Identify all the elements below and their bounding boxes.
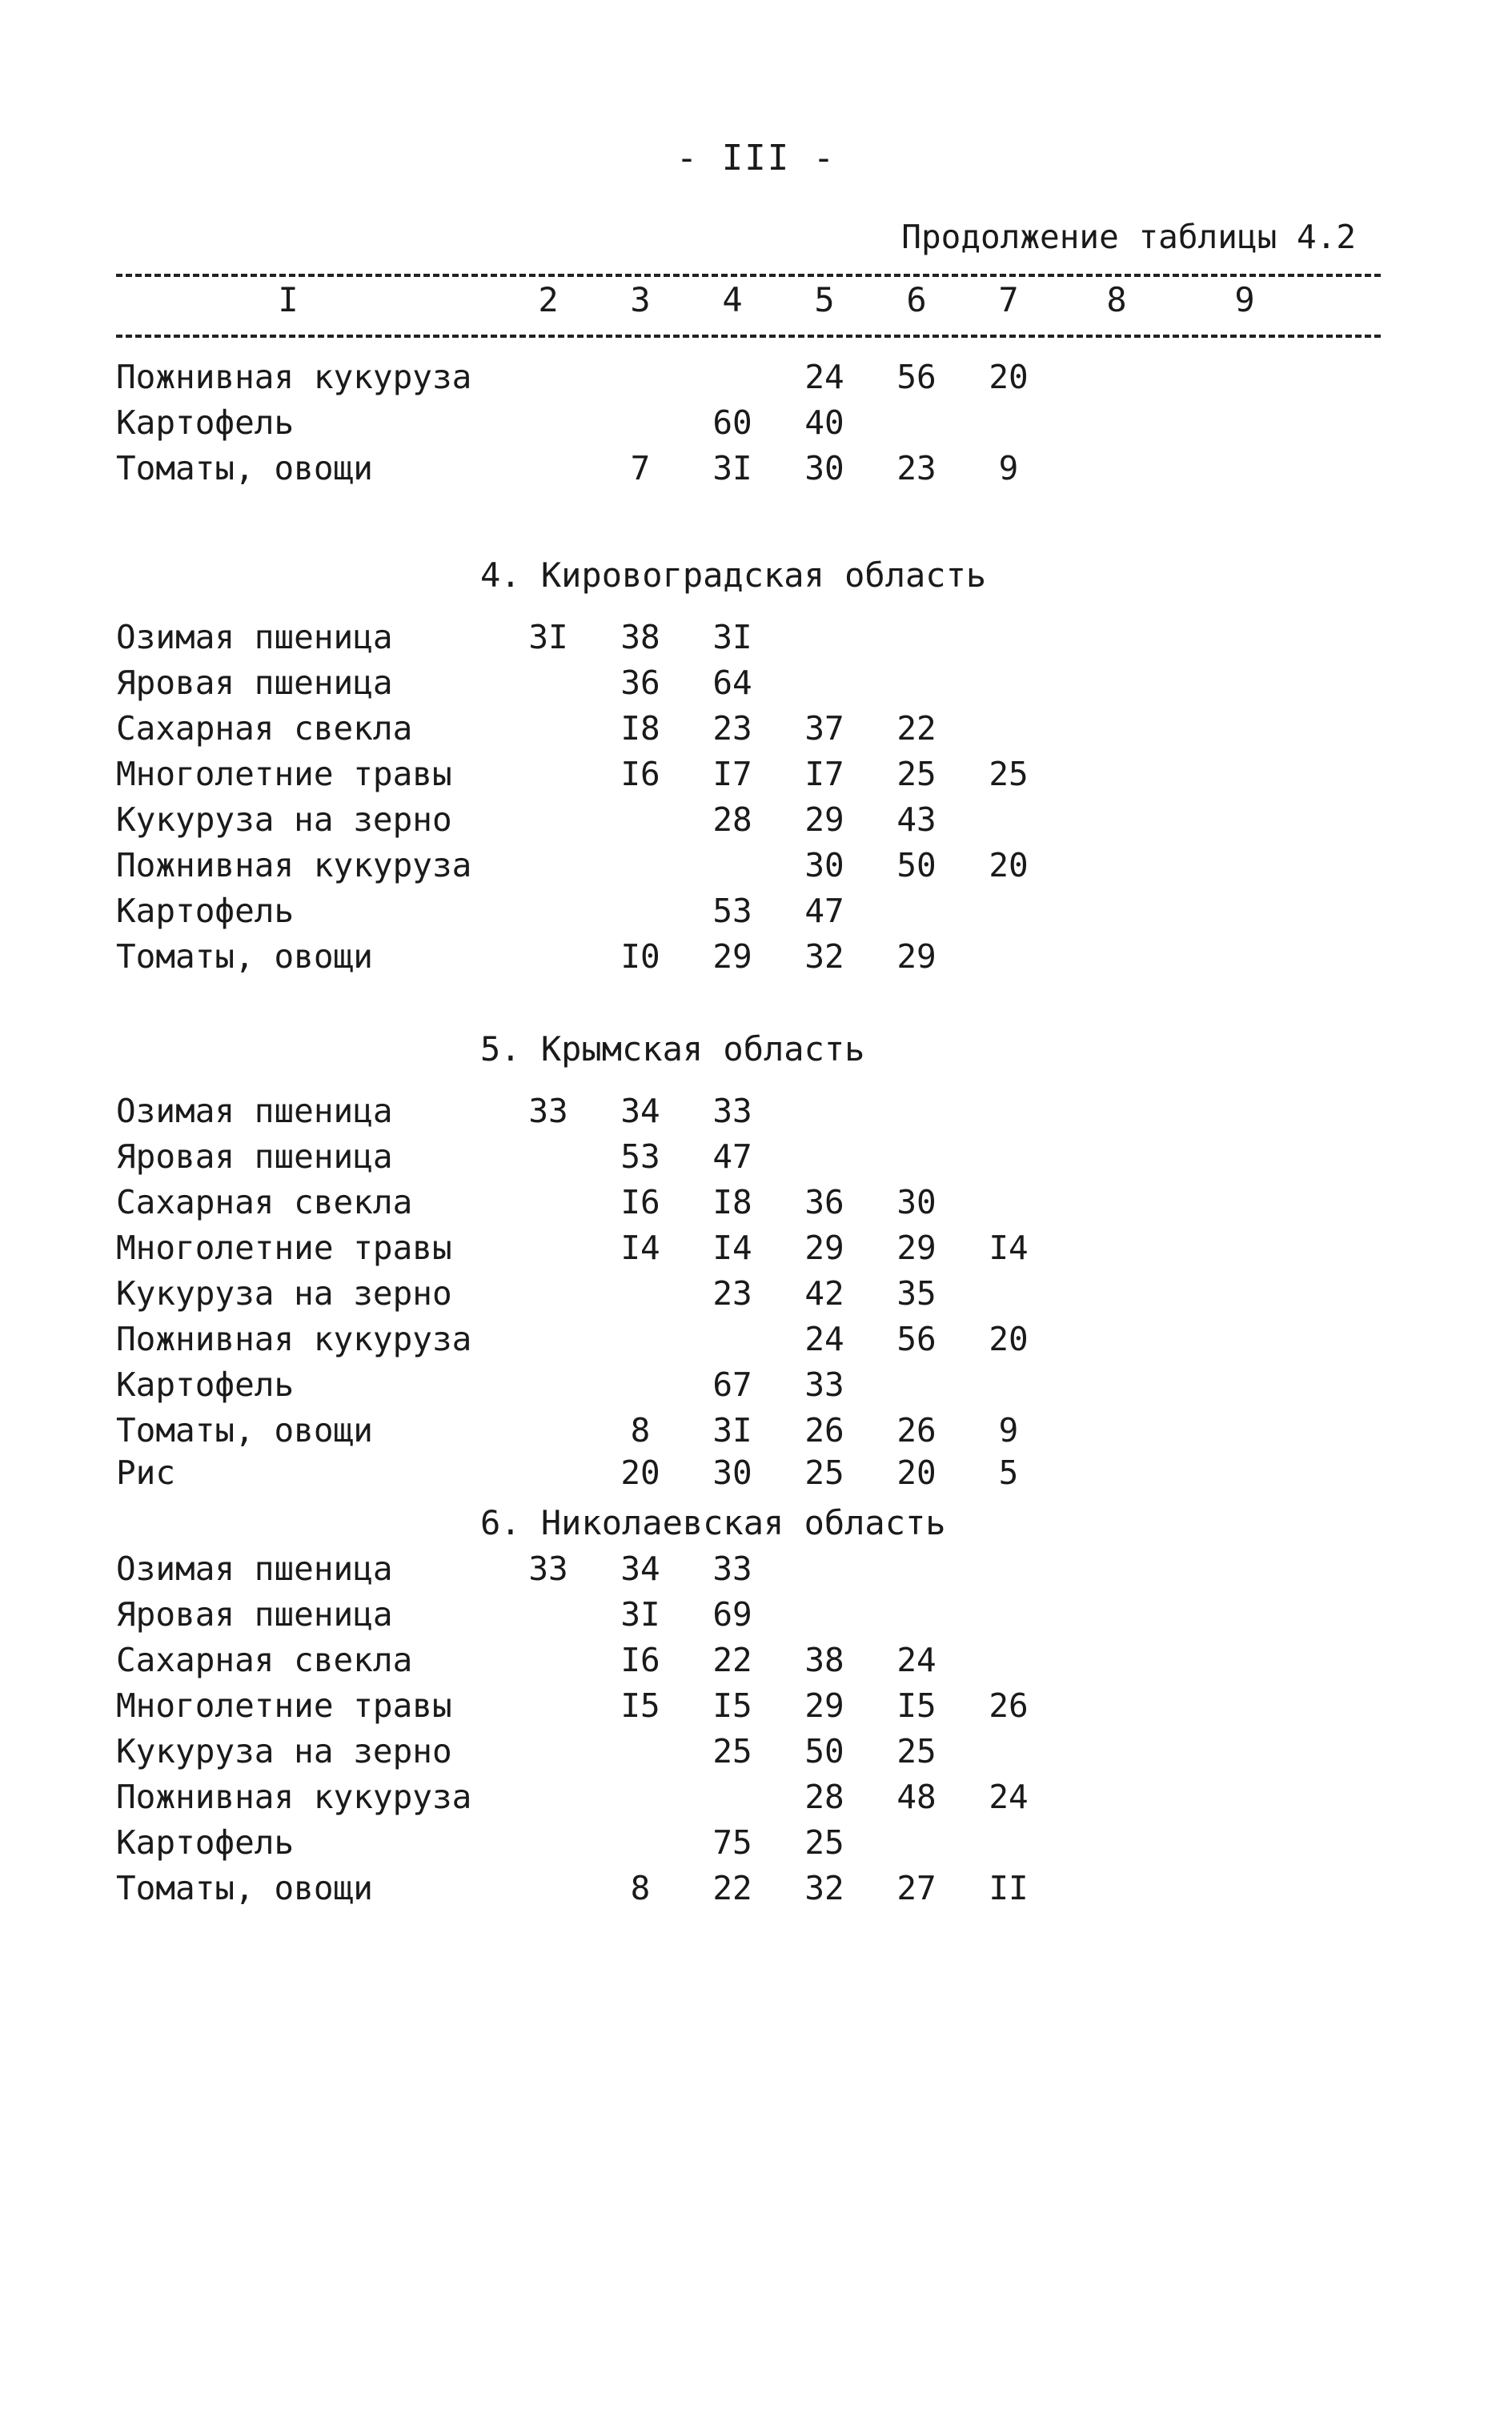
crop-name: Яровая пшеница: [116, 664, 393, 702]
table-row: [0, 1183, 1512, 1225]
crop-name: Пожнивная кукуруза: [116, 846, 472, 884]
table-row: [0, 1550, 1512, 1591]
table-row: [0, 1137, 1512, 1179]
section-title: 4. Кировоградская область: [480, 555, 987, 595]
value-col-5: 36: [804, 1183, 844, 1221]
crop-name: Томаты, овощи: [116, 449, 373, 487]
crop-name: Кукуруза на зерно: [116, 800, 452, 839]
value-col-5: 47: [804, 892, 844, 930]
col-header-2: 2: [538, 280, 559, 319]
table-row: [0, 1365, 1512, 1407]
value-col-4: 47: [712, 1137, 752, 1176]
crop-name: Сахарная свекла: [116, 1641, 413, 1679]
value-col-7: 20: [989, 358, 1029, 396]
table-row: [0, 1320, 1512, 1361]
value-col-6: 50: [896, 846, 936, 884]
table-row: [0, 1274, 1512, 1316]
value-col-3: 3I: [620, 1595, 660, 1634]
value-col-5: 38: [804, 1641, 844, 1679]
col-header-1: I: [278, 280, 299, 319]
value-col-7: 9: [998, 449, 1019, 487]
table-row: [0, 618, 1512, 660]
value-col-3: 34: [620, 1092, 660, 1130]
crop-name: Многолетние травы: [116, 1229, 452, 1267]
value-col-6: 22: [896, 709, 936, 748]
value-col-4: 23: [712, 709, 752, 748]
value-col-6: 29: [896, 1229, 936, 1267]
col-header-8: 8: [1106, 280, 1127, 319]
value-col-5: 29: [804, 1229, 844, 1267]
value-col-6: 56: [896, 358, 936, 396]
value-col-7: 24: [989, 1778, 1029, 1816]
table-row: [0, 800, 1512, 842]
value-col-6: 20: [896, 1454, 936, 1492]
value-col-4: 67: [712, 1365, 752, 1404]
value-col-5: 50: [804, 1732, 844, 1770]
value-col-4: 25: [712, 1732, 752, 1770]
value-col-3: I6: [620, 1183, 660, 1221]
value-col-6: I5: [896, 1686, 936, 1725]
value-col-6: 43: [896, 800, 936, 839]
value-col-5: 28: [804, 1778, 844, 1816]
crop-name: Пожнивная кукуруза: [116, 1778, 472, 1816]
value-col-6: 25: [896, 755, 936, 793]
crop-name: Томаты, овощи: [116, 1411, 373, 1450]
crop-name: Сахарная свекла: [116, 1183, 413, 1221]
crop-name: Озимая пшеница: [116, 618, 393, 656]
table-row: [0, 1732, 1512, 1774]
col-header-9: 9: [1234, 280, 1255, 319]
value-col-7: 9: [998, 1411, 1019, 1450]
col-header-4: 4: [722, 280, 743, 319]
col-header-6: 6: [906, 280, 927, 319]
value-col-6: 25: [896, 1732, 936, 1770]
value-col-3: I4: [620, 1229, 660, 1267]
value-col-3: I6: [620, 755, 660, 793]
value-col-2: 33: [528, 1550, 568, 1588]
value-col-4: 22: [712, 1641, 752, 1679]
value-col-4: 33: [712, 1092, 752, 1130]
value-col-3: 38: [620, 618, 660, 656]
table-row: [0, 1229, 1512, 1270]
table-row: [0, 1686, 1512, 1728]
page-number: - III -: [676, 138, 836, 178]
value-col-6: 30: [896, 1183, 936, 1221]
col-header-5: 5: [814, 280, 835, 319]
col-header-7: 7: [998, 280, 1019, 319]
table-row: [0, 1869, 1512, 1911]
table-row: [0, 1454, 1512, 1495]
table-row: [0, 937, 1512, 979]
value-col-3: I8: [620, 709, 660, 748]
crop-name: Многолетние травы: [116, 1686, 452, 1725]
value-col-6: 35: [896, 1274, 936, 1313]
value-col-7: 20: [989, 1320, 1029, 1358]
value-col-3: 36: [620, 664, 660, 702]
table-row: [0, 358, 1512, 399]
crop-name: Озимая пшеница: [116, 1550, 393, 1588]
value-col-3: 20: [620, 1454, 660, 1492]
table-row: [0, 1595, 1512, 1637]
value-col-3: 53: [620, 1137, 660, 1176]
crop-name: Яровая пшеница: [116, 1137, 393, 1176]
value-col-7: 25: [989, 755, 1029, 793]
crop-name: Рис: [116, 1454, 176, 1492]
table-row: [0, 892, 1512, 933]
value-col-4: I8: [712, 1183, 752, 1221]
value-col-4: 23: [712, 1274, 752, 1313]
value-col-4: I4: [712, 1229, 752, 1267]
table-row: [0, 1641, 1512, 1682]
value-col-3: 34: [620, 1550, 660, 1588]
value-col-4: 30: [712, 1454, 752, 1492]
table-row: [0, 1823, 1512, 1865]
table-row: [0, 664, 1512, 705]
table-row: [0, 846, 1512, 888]
crop-name: Сахарная свекла: [116, 709, 413, 748]
value-col-5: 24: [804, 358, 844, 396]
value-col-4: 22: [712, 1869, 752, 1907]
crop-name: Озимая пшеница: [116, 1092, 393, 1130]
crop-name: Пожнивная кукуруза: [116, 358, 472, 396]
crop-name: Картофель: [116, 1823, 295, 1862]
value-col-3: I0: [620, 937, 660, 976]
value-col-7: II: [989, 1869, 1029, 1907]
value-col-4: 64: [712, 664, 752, 702]
value-col-5: 29: [804, 800, 844, 839]
value-col-5: 32: [804, 1869, 844, 1907]
value-col-4: 33: [712, 1550, 752, 1588]
crop-name: Кукуруза на зерно: [116, 1274, 452, 1313]
value-col-4: 53: [712, 892, 752, 930]
value-col-4: I7: [712, 755, 752, 793]
value-col-6: 23: [896, 449, 936, 487]
value-col-6: 56: [896, 1320, 936, 1358]
value-col-5: 26: [804, 1411, 844, 1450]
crop-name: Картофель: [116, 403, 295, 442]
table-row: [0, 1092, 1512, 1133]
section-title: 5. Крымская область: [480, 1029, 865, 1069]
value-col-7: I4: [989, 1229, 1029, 1267]
value-col-4: 3I: [712, 618, 752, 656]
crop-name: Картофель: [116, 1365, 295, 1404]
value-col-4: 3I: [712, 449, 752, 487]
value-col-3: I5: [620, 1686, 660, 1725]
value-col-5: 25: [804, 1823, 844, 1862]
header-rule-top: [116, 274, 1381, 277]
value-col-4: 28: [712, 800, 752, 839]
value-col-5: 37: [804, 709, 844, 748]
value-col-5: 29: [804, 1686, 844, 1725]
value-col-5: I7: [804, 755, 844, 793]
value-col-7: 26: [989, 1686, 1029, 1725]
value-col-5: 32: [804, 937, 844, 976]
value-col-5: 33: [804, 1365, 844, 1404]
col-header-3: 3: [630, 280, 651, 319]
table-caption: Продолжение таблицы 4.2: [901, 218, 1356, 256]
value-col-7: 5: [998, 1454, 1019, 1492]
header-rule-bottom: [116, 335, 1381, 338]
value-col-4: 3I: [712, 1411, 752, 1450]
value-col-3: I6: [620, 1641, 660, 1679]
value-col-3: 7: [630, 449, 651, 487]
value-col-2: 33: [528, 1092, 568, 1130]
section-title: 6. Николаевская область: [480, 1503, 946, 1542]
table-row: [0, 1411, 1512, 1453]
crop-name: Пожнивная кукуруза: [116, 1320, 472, 1358]
value-col-5: 40: [804, 403, 844, 442]
value-col-5: 30: [804, 449, 844, 487]
crop-name: Томаты, овощи: [116, 1869, 373, 1907]
table-row: [0, 755, 1512, 796]
value-col-4: 69: [712, 1595, 752, 1634]
table-row: [0, 403, 1512, 445]
value-col-4: 60: [712, 403, 752, 442]
value-col-6: 48: [896, 1778, 936, 1816]
value-col-3: 8: [630, 1411, 651, 1450]
value-col-6: 27: [896, 1869, 936, 1907]
value-col-4: I5: [712, 1686, 752, 1725]
value-col-5: 30: [804, 846, 844, 884]
value-col-5: 24: [804, 1320, 844, 1358]
crop-name: Яровая пшеница: [116, 1595, 393, 1634]
table-row: [0, 1778, 1512, 1819]
value-col-7: 20: [989, 846, 1029, 884]
value-col-6: 24: [896, 1641, 936, 1679]
value-col-5: 25: [804, 1454, 844, 1492]
value-col-2: 3I: [528, 618, 568, 656]
crop-name: Многолетние травы: [116, 755, 452, 793]
table-row: [0, 709, 1512, 751]
value-col-6: 29: [896, 937, 936, 976]
value-col-4: 29: [712, 937, 752, 976]
value-col-6: 26: [896, 1411, 936, 1450]
table-row: [0, 449, 1512, 491]
value-col-5: 42: [804, 1274, 844, 1313]
crop-name: Картофель: [116, 892, 295, 930]
value-col-4: 75: [712, 1823, 752, 1862]
crop-name: Томаты, овощи: [116, 937, 373, 976]
crop-name: Кукуруза на зерно: [116, 1732, 452, 1770]
value-col-3: 8: [630, 1869, 651, 1907]
